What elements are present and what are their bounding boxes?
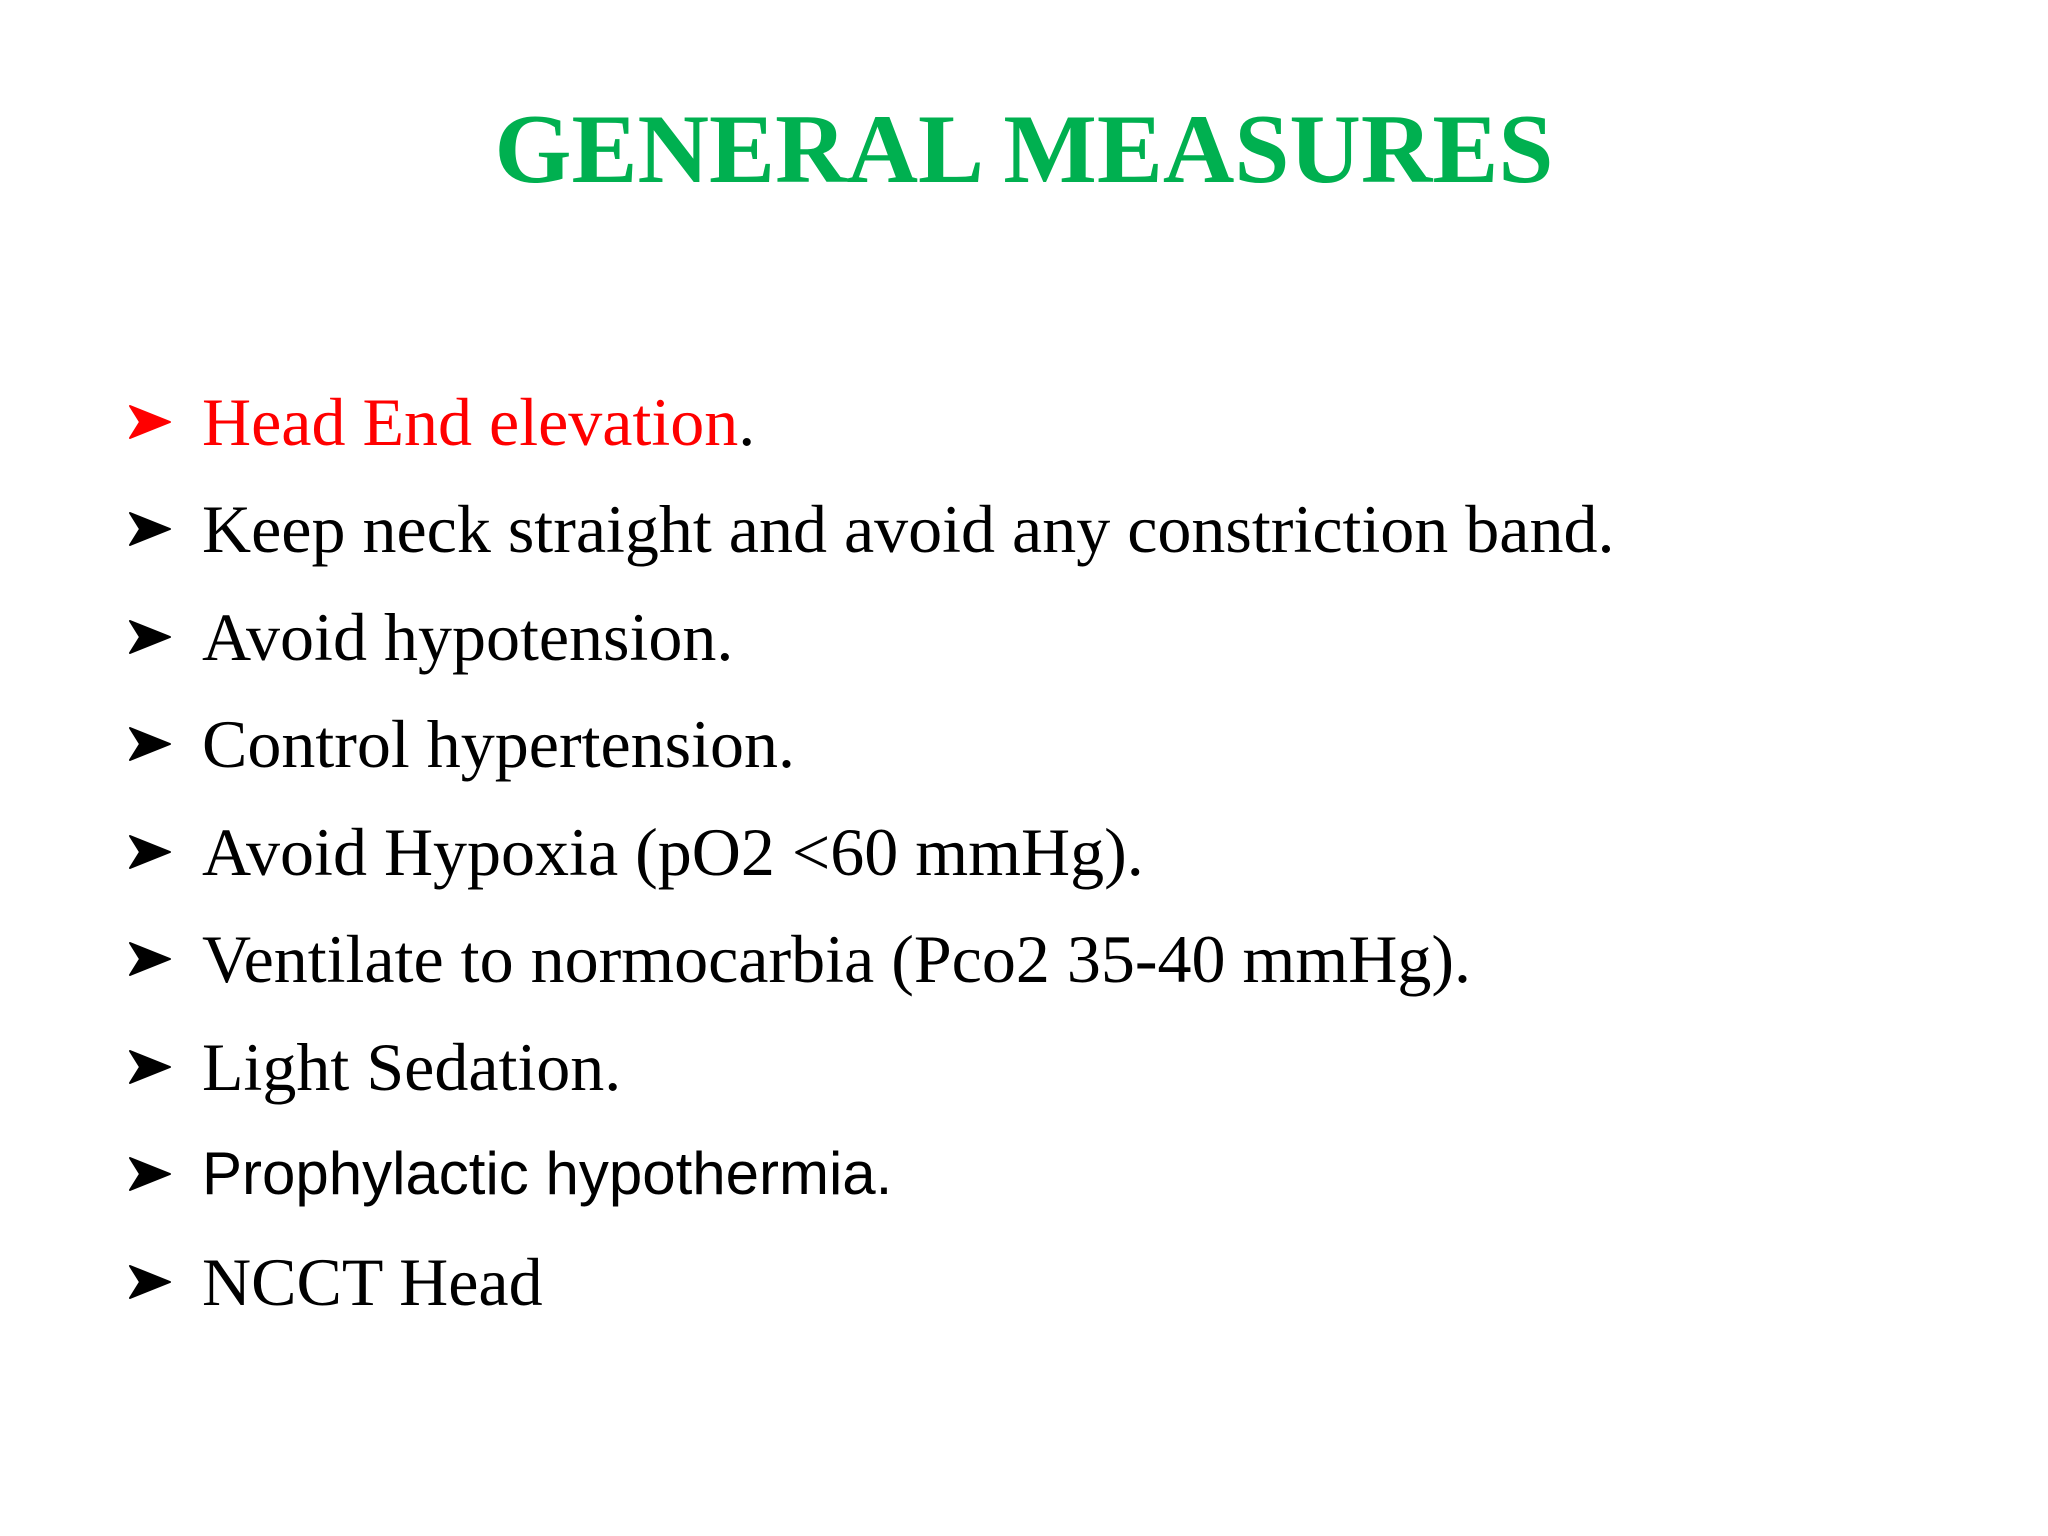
bullet-text: Avoid Hypoxia (pO2 <60 mmHg). xyxy=(202,813,1144,890)
arrowhead-bullet-icon xyxy=(126,832,174,872)
arrowhead-bullet-icon xyxy=(126,1047,174,1087)
bullet-text: Avoid hypotension. xyxy=(202,598,734,675)
slide-title: GENERAL MEASURES xyxy=(494,95,1554,204)
bullet-item-prophylactic-hypothermia xyxy=(126,1121,1614,1229)
arrowhead-bullet-icon xyxy=(126,1262,174,1302)
bullet-text: Head End elevation. xyxy=(202,383,756,460)
bullet-item-control-hypertension xyxy=(126,691,1614,799)
bullet-text: Keep neck straight and avoid any constriction band. xyxy=(202,491,1615,568)
bullet-item-keep-neck-straight xyxy=(126,476,1614,584)
arrowhead-bullet-icon xyxy=(126,1154,174,1194)
bullet-item-avoid-hypoxia xyxy=(126,798,1614,906)
bullet-item-head-end-elevation xyxy=(126,368,1614,476)
bullet-item-ventilate-normocarbia xyxy=(126,906,1614,1014)
bullet-item-light-sedation xyxy=(126,1013,1614,1121)
arrowhead-bullet-icon xyxy=(126,617,174,657)
bullet-item-avoid-hypotension xyxy=(126,583,1614,691)
bullet-text: Prophylactic hypothermia. xyxy=(202,1140,893,1208)
bullet-text: Ventilate to normocarbia (Pco2 35-40 mmHg). xyxy=(202,921,1472,998)
bullet-text: NCCT Head xyxy=(202,1243,543,1320)
arrowhead-bullet-icon xyxy=(126,724,174,764)
bullet-text: Light Sedation. xyxy=(202,1028,622,1105)
arrowhead-bullet-icon xyxy=(126,939,174,979)
arrowhead-bullet-icon xyxy=(126,402,174,442)
bullet-text: Control hypertension. xyxy=(202,706,796,783)
arrowhead-bullet-icon xyxy=(126,509,174,549)
bullet-list xyxy=(126,368,1614,1336)
bullet-item-ncct-head xyxy=(126,1228,1614,1336)
